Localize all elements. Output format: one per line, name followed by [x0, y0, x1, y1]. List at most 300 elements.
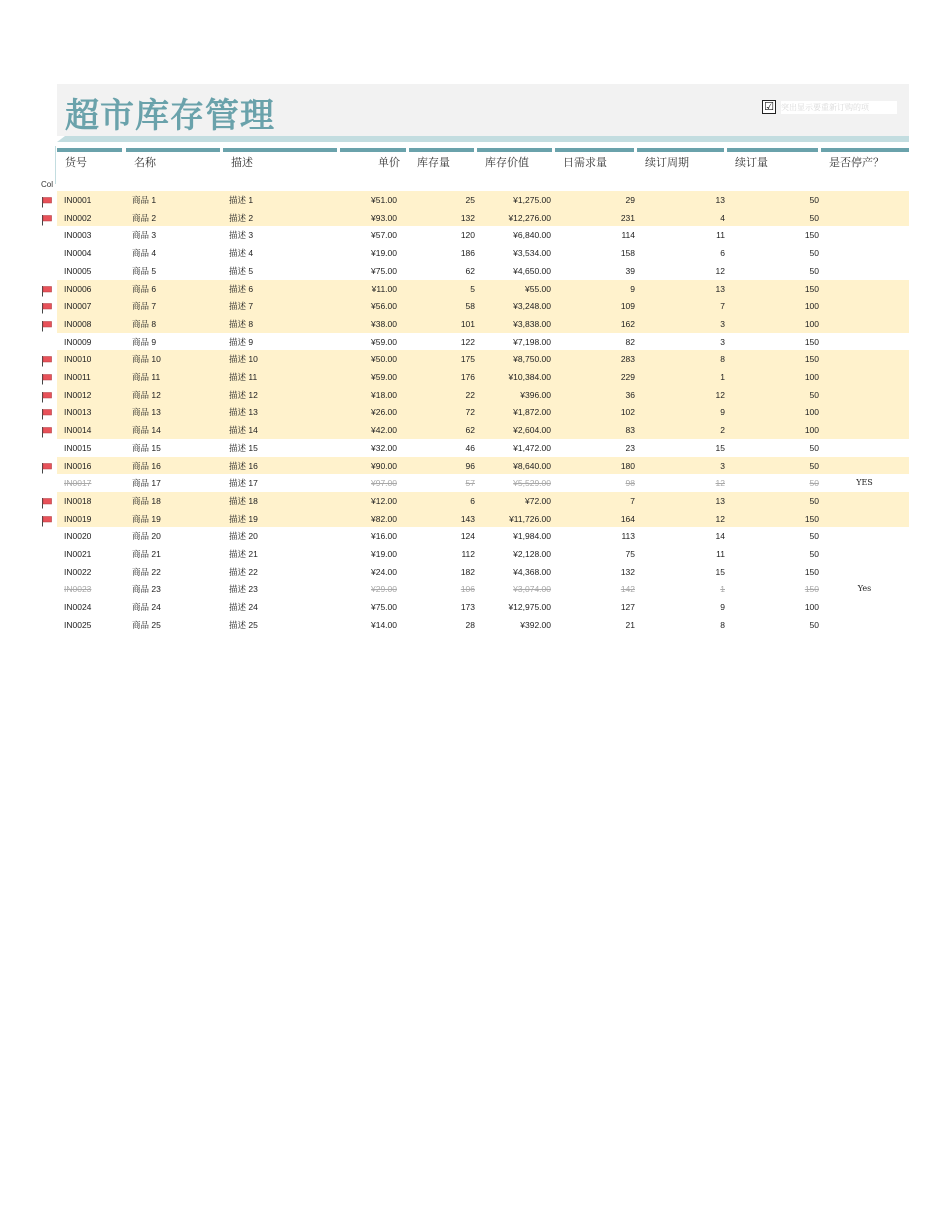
cell-desc[interactable]: 描述 7 [229, 301, 254, 312]
cell-id[interactable]: IN0006 [64, 283, 92, 294]
cell-discontinued[interactable] [822, 389, 907, 401]
cell-desc[interactable]: 描述 16 [229, 460, 258, 471]
cell-discontinued[interactable] [822, 406, 907, 418]
table-row[interactable] [57, 226, 909, 244]
cell-id[interactable]: IN0025 [64, 619, 92, 630]
cell-qty[interactable]: 28 [465, 619, 475, 630]
cell-cycle[interactable]: 12 [715, 478, 725, 489]
col-header-value[interactable]: 库存价值 [477, 148, 552, 180]
cell-id[interactable]: IN0012 [64, 389, 92, 400]
cell-price[interactable]: ¥97.00 [371, 478, 397, 489]
cell-name[interactable]: 商品 24 [132, 602, 161, 613]
cell-reorder[interactable]: 50 [809, 265, 819, 276]
cell-daily[interactable]: 164 [620, 513, 635, 524]
cell-qty[interactable]: 186 [460, 248, 475, 259]
cell-id[interactable]: IN0023 [64, 584, 92, 595]
col-header-desc[interactable]: 描述 [223, 148, 337, 180]
cell-price[interactable]: ¥32.00 [371, 442, 397, 453]
cell-discontinued[interactable] [822, 619, 907, 631]
cell-qty[interactable]: 62 [465, 425, 475, 436]
cell-value[interactable]: ¥1,472.00 [513, 442, 551, 453]
cell-discontinued[interactable] [822, 601, 907, 613]
cell-cycle[interactable]: 15 [715, 566, 725, 577]
table-row[interactable] [57, 421, 909, 439]
col-header-id[interactable]: 货号 [57, 148, 122, 180]
cell-qty[interactable]: 96 [465, 460, 475, 471]
cell-discontinued[interactable] [822, 353, 907, 365]
table-row[interactable] [57, 545, 909, 563]
cell-price[interactable]: ¥19.00 [371, 549, 397, 559]
cell-qty[interactable]: 5 [470, 283, 475, 294]
cell-cycle[interactable]: 3 [720, 460, 725, 471]
table-row[interactable] [57, 368, 909, 386]
cell-price[interactable]: ¥56.00 [371, 301, 397, 312]
cell-desc[interactable]: 描述 15 [229, 442, 258, 453]
cell-daily[interactable]: 127 [620, 602, 635, 613]
cell-reorder[interactable]: 150 [804, 354, 819, 365]
table-row[interactable] [57, 598, 909, 616]
reorder-flag-icon [41, 496, 53, 508]
cell-discontinued[interactable] [822, 495, 907, 507]
cell-id[interactable]: IN0001 [64, 195, 92, 205]
cell-name[interactable]: 商品 1 [132, 195, 157, 205]
cell-id[interactable]: IN0011 [64, 372, 91, 382]
table-row[interactable] [57, 191, 909, 209]
cell-reorder[interactable]: 150 [804, 566, 819, 577]
cell-price[interactable]: ¥14.00 [371, 619, 397, 630]
cell-daily[interactable]: 36 [625, 389, 635, 400]
cell-daily[interactable]: 283 [620, 354, 635, 365]
cell-qty[interactable]: 6 [470, 495, 475, 506]
cell-name[interactable]: 商品 17 [132, 478, 161, 489]
cell-daily[interactable]: 82 [625, 336, 635, 347]
cell-price[interactable]: ¥26.00 [371, 407, 397, 418]
cell-name[interactable]: 商品 13 [132, 407, 161, 418]
cell-id[interactable]: IN0003 [64, 230, 92, 241]
cell-qty[interactable]: 112 [461, 549, 475, 559]
cell-cycle[interactable]: 3 [720, 318, 725, 329]
cell-daily[interactable]: 83 [625, 425, 635, 436]
cell-desc[interactable]: 描述 22 [229, 566, 258, 577]
cell-id[interactable]: IN0016 [64, 460, 92, 471]
cell-value[interactable]: ¥2,604.00 [513, 425, 551, 436]
cell-qty[interactable]: 122 [460, 336, 475, 347]
cell-discontinued[interactable] [822, 283, 907, 295]
cell-qty[interactable]: 46 [465, 442, 475, 453]
cell-reorder[interactable]: 100 [804, 407, 819, 418]
cell-daily[interactable]: 180 [620, 460, 635, 471]
cell-cycle[interactable]: 14 [715, 531, 725, 542]
cell-price[interactable]: ¥16.00 [371, 531, 397, 542]
cell-desc[interactable]: 描述 3 [229, 230, 254, 241]
cell-value[interactable]: ¥12,975.00 [508, 602, 551, 613]
col-header-name[interactable]: 名称 [126, 148, 220, 180]
table-row[interactable] [57, 439, 909, 457]
highlight-reorder-checkbox[interactable]: ☑ [762, 100, 776, 114]
cell-name[interactable]: 商品 20 [132, 531, 161, 542]
reorder-flag-icon [41, 213, 53, 225]
cell-qty[interactable]: 72 [465, 407, 475, 418]
cell-desc[interactable]: 描述 8 [229, 318, 254, 329]
cell-value[interactable]: ¥1,984.00 [513, 531, 551, 542]
cell-discontinued[interactable] [822, 424, 907, 436]
table-row[interactable] [57, 350, 909, 368]
cell-desc[interactable]: 描述 10 [229, 354, 258, 365]
cell-daily[interactable]: 162 [620, 318, 635, 329]
table-row[interactable] [57, 563, 909, 581]
cell-price[interactable]: ¥51.00 [371, 195, 397, 205]
cell-value[interactable]: ¥7,198.00 [513, 336, 551, 347]
cell-qty[interactable]: 62 [465, 265, 475, 276]
cell-reorder[interactable]: 100 [804, 425, 819, 436]
cell-reorder[interactable]: 50 [809, 495, 819, 506]
cell-value[interactable]: ¥1,872.00 [513, 407, 551, 418]
cell-name[interactable]: 商品 3 [132, 230, 157, 241]
cell-cycle[interactable]: 7 [720, 301, 725, 312]
cell-qty[interactable]: 143 [460, 513, 475, 524]
cell-name[interactable]: 商品 2 [132, 212, 157, 223]
col-header-qty[interactable]: 库存量 [409, 148, 474, 180]
cell-desc[interactable]: 描述 14 [229, 425, 258, 436]
cell-value[interactable]: ¥6,840.00 [513, 230, 551, 241]
cell-reorder[interactable]: 50 [809, 531, 819, 542]
banner-strip [57, 136, 909, 142]
cell-cycle[interactable]: 2 [720, 425, 725, 436]
cell-desc[interactable]: 描述 17 [229, 478, 258, 489]
table-row[interactable] [57, 403, 909, 421]
highlight-reorder-label: 突出显示要重新订购的项 [781, 101, 897, 114]
cell-daily[interactable]: 98 [625, 478, 635, 489]
cell-price[interactable]: ¥19.00 [371, 248, 397, 259]
cell-reorder[interactable]: 100 [804, 602, 819, 613]
cell-cycle[interactable]: 3 [720, 336, 725, 347]
table-row[interactable] [57, 580, 909, 598]
cell-discontinued[interactable] [822, 229, 907, 241]
cell-daily[interactable]: 229 [620, 372, 635, 382]
cell-desc[interactable]: 描述 18 [229, 495, 258, 506]
cell-reorder[interactable]: 50 [809, 460, 819, 471]
cell-cycle[interactable]: 8 [720, 354, 725, 365]
cell-reorder[interactable]: 50 [809, 195, 819, 205]
cell-discontinued[interactable] [822, 336, 907, 348]
cell-reorder[interactable]: 150 [804, 513, 819, 524]
cell-price[interactable]: ¥57.00 [371, 230, 397, 241]
cell-value[interactable]: ¥392.00 [520, 619, 551, 630]
cell-name[interactable]: 商品 21 [132, 549, 161, 559]
cell-desc[interactable]: 描述 20 [229, 531, 258, 542]
cell-qty[interactable]: 132 [460, 212, 475, 223]
cell-daily[interactable]: 142 [620, 584, 635, 595]
cell-desc[interactable]: 描述 9 [229, 336, 254, 347]
cell-cycle[interactable]: 9 [720, 407, 725, 418]
cell-id[interactable]: IN0009 [64, 336, 92, 347]
cell-discontinued[interactable] [822, 194, 907, 206]
cell-price[interactable]: ¥11.00 [371, 283, 397, 294]
cell-name[interactable]: 商品 23 [132, 584, 161, 595]
cell-discontinued[interactable] [822, 513, 907, 525]
cell-desc[interactable]: 描述 19 [229, 513, 258, 524]
cell-id[interactable]: IN0004 [64, 248, 92, 259]
cell-cycle[interactable]: 4 [720, 212, 725, 223]
cell-daily[interactable]: 9 [630, 283, 635, 294]
table-row[interactable] [57, 492, 909, 510]
cell-value[interactable]: ¥72.00 [525, 495, 551, 506]
cell-discontinued[interactable] [822, 212, 907, 224]
cell-discontinued[interactable] [822, 300, 907, 312]
cell-name[interactable]: 商品 4 [132, 248, 157, 259]
cell-value[interactable]: ¥3,534.00 [513, 248, 551, 259]
cell-daily[interactable]: 7 [630, 495, 635, 506]
cell-daily[interactable]: 75 [625, 549, 635, 559]
cell-daily[interactable]: 29 [625, 195, 635, 205]
col-header-stop[interactable]: 是否停产？ [821, 148, 909, 180]
cell-id[interactable]: IN0017 [64, 478, 92, 489]
col-header-reorder[interactable]: 续订量 [727, 148, 818, 180]
cell-cycle[interactable]: 1 [720, 584, 725, 595]
cell-value[interactable]: ¥3,248.00 [513, 301, 551, 312]
cell-cycle[interactable]: 6 [720, 248, 725, 259]
cell-price[interactable]: ¥29.00 [371, 584, 397, 595]
cell-daily[interactable]: 113 [621, 531, 635, 542]
cell-value[interactable]: ¥3,838.00 [513, 318, 551, 329]
cell-daily[interactable]: 39 [625, 265, 635, 276]
cell-desc[interactable]: 描述 2 [229, 212, 254, 223]
cell-name[interactable]: 商品 9 [132, 336, 157, 347]
cell-cycle[interactable]: 11 [716, 549, 725, 559]
cell-desc[interactable]: 描述 1 [229, 195, 254, 205]
cell-id[interactable]: IN0014 [64, 425, 92, 436]
reorder-flag-icon [41, 319, 53, 331]
cell-daily[interactable]: 158 [620, 248, 635, 259]
cell-price[interactable]: ¥59.00 [371, 372, 397, 382]
cell-value[interactable]: ¥2,128.00 [513, 549, 551, 559]
cell-id[interactable]: IN0018 [64, 495, 92, 506]
cell-name[interactable]: 商品 22 [132, 566, 161, 577]
cell-price[interactable]: ¥82.00 [371, 513, 397, 524]
cell-value[interactable]: ¥4,650.00 [513, 265, 551, 276]
cell-desc[interactable]: 描述 13 [229, 407, 258, 418]
table-row[interactable] [57, 315, 909, 333]
cell-discontinued[interactable] [822, 247, 907, 259]
cell-reorder[interactable]: 150 [804, 336, 819, 347]
cell-cycle[interactable]: 13 [715, 283, 725, 294]
cell-value[interactable]: ¥3,074.00 [513, 584, 551, 595]
cell-daily[interactable]: 21 [625, 619, 635, 630]
cell-price[interactable]: ¥93.00 [371, 212, 397, 223]
cell-daily[interactable]: 102 [620, 407, 635, 418]
cell-desc[interactable]: 描述 5 [229, 265, 254, 276]
cell-price[interactable]: ¥12.00 [371, 495, 397, 506]
cell-reorder[interactable]: 150 [804, 230, 819, 241]
cell-desc[interactable]: 描述 25 [229, 619, 258, 630]
cell-discontinued[interactable] [822, 371, 907, 383]
cell-price[interactable]: ¥50.00 [371, 354, 397, 365]
cell-price[interactable]: ¥90.00 [371, 460, 397, 471]
reorder-flag-icon [41, 514, 53, 526]
cell-daily[interactable]: 132 [620, 566, 635, 577]
title-banner [57, 84, 909, 136]
cell-desc[interactable]: 描述 4 [229, 248, 254, 259]
cell-name[interactable]: 商品 7 [132, 301, 157, 312]
cell-reorder[interactable]: 150 [804, 584, 819, 595]
row-number-label: Col [41, 180, 54, 189]
cell-id[interactable]: IN0022 [64, 566, 92, 577]
cell-discontinued[interactable] [822, 265, 907, 277]
cell-reorder[interactable]: 50 [809, 478, 819, 489]
cell-id[interactable]: IN0024 [64, 602, 92, 613]
cell-price[interactable]: ¥18.00 [371, 389, 397, 400]
cell-name[interactable]: 商品 12 [132, 389, 161, 400]
cell-daily[interactable]: 231 [620, 212, 635, 223]
cell-cycle[interactable]: 12 [715, 265, 725, 276]
table-row[interactable] [57, 262, 909, 280]
cell-qty[interactable]: 173 [460, 602, 475, 613]
table-row[interactable] [57, 209, 909, 227]
table-row[interactable] [57, 297, 909, 315]
cell-cycle[interactable]: 13 [715, 195, 725, 205]
cell-value[interactable]: ¥4,368.00 [513, 566, 551, 577]
cell-discontinued[interactable] [822, 530, 907, 542]
col-header-daily[interactable]: 日需求量 [555, 148, 634, 180]
cell-desc[interactable]: 描述 12 [229, 389, 258, 400]
cell-daily[interactable]: 114 [621, 230, 635, 241]
cell-id[interactable]: IN0019 [64, 513, 92, 524]
cell-desc[interactable]: 描述 21 [229, 549, 258, 559]
cell-discontinued[interactable] [822, 460, 907, 472]
col-header-price[interactable]: 单价 [340, 148, 406, 180]
cell-id[interactable]: IN0008 [64, 318, 92, 329]
cell-id[interactable]: IN0020 [64, 531, 92, 542]
cell-name[interactable]: 商品 6 [132, 283, 157, 294]
cell-name[interactable]: 商品 16 [132, 460, 161, 471]
cell-value[interactable]: ¥8,640.00 [513, 460, 551, 471]
cell-qty[interactable]: 22 [465, 389, 475, 400]
cell-qty[interactable]: 182 [460, 566, 475, 577]
cell-id[interactable]: IN0005 [64, 265, 92, 276]
cell-price[interactable]: ¥38.00 [371, 318, 397, 329]
cell-reorder[interactable]: 50 [809, 389, 819, 400]
cell-name[interactable]: 商品 25 [132, 619, 161, 630]
cell-name[interactable]: 商品 19 [132, 513, 161, 524]
cell-value[interactable]: ¥5,529.00 [513, 478, 551, 489]
cell-desc[interactable]: 描述 11 [229, 372, 258, 382]
cell-reorder[interactable]: 50 [809, 619, 819, 630]
cell-qty[interactable]: 58 [465, 301, 475, 312]
table-row[interactable] [57, 244, 909, 262]
table-row[interactable] [57, 474, 909, 492]
cell-cycle[interactable]: 9 [720, 602, 725, 613]
cell-price[interactable]: ¥75.00 [371, 265, 397, 276]
cell-reorder[interactable]: 50 [809, 212, 819, 223]
cell-id[interactable]: IN0013 [64, 407, 92, 418]
cell-reorder[interactable]: 50 [809, 248, 819, 259]
cell-discontinued[interactable] [822, 566, 907, 578]
cell-name[interactable]: 商品 14 [132, 425, 161, 436]
cell-name[interactable]: 商品 8 [132, 318, 157, 329]
cell-discontinued[interactable] [822, 318, 907, 330]
cell-name[interactable]: 商品 10 [132, 354, 161, 365]
table-row[interactable] [57, 333, 909, 351]
cell-id[interactable]: IN0021 [64, 549, 92, 559]
cell-qty[interactable]: 106 [460, 584, 475, 595]
cell-desc[interactable]: 描述 23 [229, 584, 258, 595]
reorder-flag-icon [41, 354, 53, 366]
cell-cycle[interactable]: 8 [720, 619, 725, 630]
cell-reorder[interactable]: 100 [804, 318, 819, 329]
cell-price[interactable]: ¥59.00 [371, 336, 397, 347]
cell-value[interactable]: ¥11,726.00 [509, 513, 551, 524]
cell-qty[interactable]: 124 [460, 531, 475, 542]
cell-qty[interactable]: 25 [465, 195, 475, 205]
cell-cycle[interactable]: 15 [715, 442, 725, 453]
cell-name[interactable]: 商品 15 [132, 442, 161, 453]
cell-discontinued[interactable] [822, 442, 907, 454]
cell-value[interactable]: ¥12,276.00 [508, 212, 551, 223]
table-row[interactable] [57, 527, 909, 545]
page-title: 超市库存管理 [65, 96, 275, 136]
cell-price[interactable]: ¥42.00 [371, 425, 397, 436]
cell-value[interactable]: ¥396.00 [520, 389, 551, 400]
cell-cycle[interactable]: 12 [715, 513, 725, 524]
cell-id[interactable]: IN0007 [64, 301, 92, 312]
cell-value[interactable]: ¥8,750.00 [513, 354, 551, 365]
col-header-cycle[interactable]: 续订周期 [637, 148, 724, 180]
cell-discontinued[interactable]: Yes [857, 584, 872, 594]
cell-cycle[interactable]: 13 [715, 495, 725, 506]
cell-qty[interactable]: 176 [460, 372, 475, 382]
cell-qty[interactable]: 101 [460, 318, 475, 329]
cell-id[interactable]: IN0002 [64, 212, 92, 223]
cell-discontinued[interactable]: YES [856, 478, 873, 488]
cell-discontinued[interactable] [822, 548, 907, 560]
cell-daily[interactable]: 109 [620, 301, 635, 312]
cell-name[interactable]: 商品 11 [132, 372, 161, 382]
cell-value[interactable]: ¥10,384.00 [508, 372, 551, 382]
reorder-flag-icon [41, 425, 53, 437]
cell-daily[interactable]: 23 [625, 442, 635, 453]
table-row[interactable] [57, 616, 909, 634]
cell-value[interactable]: ¥1,275.00 [513, 195, 551, 205]
cell-cycle[interactable]: 11 [716, 230, 725, 241]
table-row[interactable] [57, 386, 909, 404]
cell-reorder[interactable]: 150 [804, 283, 819, 294]
cell-reorder[interactable]: 100 [804, 301, 819, 312]
cell-reorder[interactable]: 50 [809, 442, 819, 453]
cell-qty[interactable]: 175 [460, 354, 475, 365]
table-row[interactable] [57, 510, 909, 528]
table-row[interactable] [57, 280, 909, 298]
cell-reorder[interactable]: 50 [809, 549, 819, 559]
cell-desc[interactable]: 描述 6 [229, 283, 254, 294]
reorder-flag-icon [41, 284, 53, 296]
cell-id[interactable]: IN0015 [64, 442, 92, 453]
table-row[interactable] [57, 457, 909, 475]
cell-reorder[interactable]: 100 [804, 372, 819, 382]
cell-price[interactable]: ¥75.00 [371, 602, 397, 613]
banner-notch [57, 136, 65, 142]
cell-value[interactable]: ¥55.00 [525, 283, 551, 294]
cell-name[interactable]: 商品 5 [132, 265, 157, 276]
cell-id[interactable]: IN0010 [64, 354, 92, 365]
cell-name[interactable]: 商品 18 [132, 495, 161, 506]
cell-cycle[interactable]: 1 [720, 372, 725, 382]
cell-qty[interactable]: 120 [460, 230, 475, 241]
cell-qty[interactable]: 57 [465, 478, 475, 489]
reorder-flag-icon [41, 372, 53, 384]
cell-cycle[interactable]: 12 [715, 389, 725, 400]
cell-desc[interactable]: 描述 24 [229, 602, 258, 613]
cell-price[interactable]: ¥24.00 [371, 566, 397, 577]
